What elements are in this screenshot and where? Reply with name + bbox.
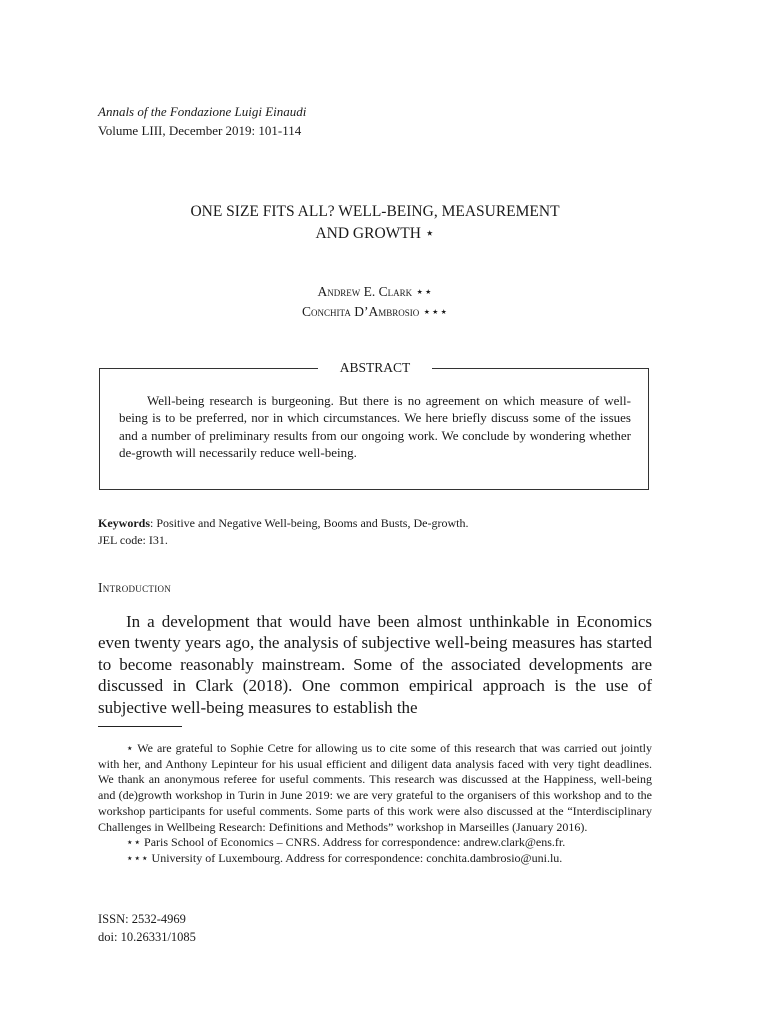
author-1: Andrew E. Clark ⋆⋆ [317,284,433,299]
keywords-block [98,515,468,549]
abstract-text: Well-being research is burgeoning. But there is no agreement on which measure of well-being is to be preferred, nor in which circumstances. We here briefly discuss some of the issues and a number of preliminary results from our ongoing work. We conclude by wondering whether de-growth will necessarily reduce well-being. [119,393,631,460]
section-heading: Introduction [98,580,172,595]
title-line-2: AND GROWTH ⋆ [315,225,435,242]
keywords-text: : Positive and Negative Well-being, Booms and Busts, De-growth. [150,516,469,530]
identifiers [98,910,196,946]
volume-info: Volume LIII, December 2019: 101-114 [98,123,302,138]
keywords-label: Keywords [98,516,150,530]
footnote-3: ⋆⋆⋆ University of Luxembourg. Address for correspondence: conchita.dambrosio@uni.lu. [126,850,563,865]
paper-title [98,201,652,245]
abstract-heading: ABSTRACT [318,358,432,378]
journal-name: Annals of the Fondazione Luigi Einaudi [98,104,307,119]
doi: doi: 10.26331/1085 [98,930,196,944]
keywords-line [98,515,468,532]
footnote-1: ⋆ We are grateful to Sophie Cetre for allowing us to cite some of this research that was carried out jointly with her, and Anthony Lepinteur for his usual efficient and diligent data analysis faced with very tight deadlines. We thank an anonymous referee for useful comments. This research was discussed at the Happiness, well-being and (de)growth workshop in Turin in June 2019: we are very grateful to the organisers of this workshop and to the workshop participants for useful comments. Some parts of this work were also discussed at the “Interdisciplinary Challenges in Wellbeing Research: Definitions and Methods” workshop in Marseilles (January 2016). [98,741,652,834]
jel-code: JEL code: I31. [98,533,168,547]
author-2: Conchita D’Ambrosio ⋆⋆⋆ [302,304,448,319]
author-list [98,282,652,322]
footnotes [98,741,652,867]
issn: ISSN: 2532-4969 [98,912,186,926]
title-line-1: ONE SIZE FITS ALL? WELL-BEING, MEASUREMENT [190,203,560,220]
body-paragraph: In a development that would have been almost unthinkable in Economics even twenty years ago, the analysis of subjective well-being measures has started to become reasonably mainstream. Some of the associated developments are discussed in Clark (2018). One common empirical approach is the use of subjective well-being measures to establish the [98,612,652,717]
footnote-rule [98,726,182,727]
footnote-2: ⋆⋆ Paris School of Economics – CNRS. Address for correspondence: andrew.clark@ens.fr. [126,835,566,850]
